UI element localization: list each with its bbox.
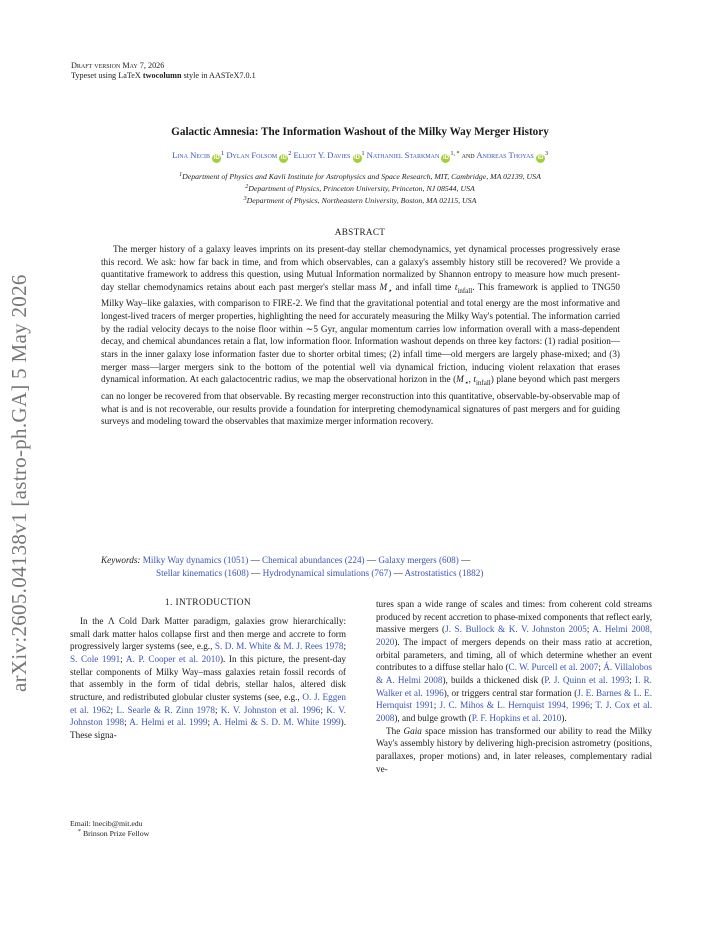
body-text: The <box>386 725 404 736</box>
body-text: tures span a wide range of scales and times: from coherent cold streams produced by recent accretion to phase-mixed components that reflect early, massive mergers ( <box>376 599 652 635</box>
math-symbol: t <box>473 374 476 385</box>
citation-link[interactable]: A. Helmi & S. D. M. White 1999 <box>212 717 341 728</box>
author-starkman[interactable]: Nathaniel Starkman <box>366 150 440 160</box>
citation-link[interactable]: T. J. Cox et al. 2008 <box>376 700 653 723</box>
citation-link[interactable]: P. J. Quinn et al. 1993 <box>544 674 630 685</box>
body-text: ), builds a thickened disk ( <box>442 674 545 685</box>
typeset-latex: LaTeX <box>118 71 141 80</box>
citation-link[interactable]: J. C. Mihos & L. Hernquist 1994, 1996 <box>439 700 590 711</box>
citation-sep: ; <box>586 624 593 635</box>
abstract-body <box>101 243 620 428</box>
citation-link[interactable]: A. Helmi et al. 1999 <box>129 717 208 728</box>
math-sep: , <box>468 374 474 385</box>
citation-link[interactable]: S. Cole 1991 <box>70 653 121 664</box>
math-sub: infall <box>457 286 473 295</box>
body-text: ), or triggers central star formation ( <box>443 687 578 698</box>
citation-sep: ; <box>214 704 221 715</box>
body-text: space mission has transformed our ability to read the Milky Way's assembly history by delivering high-precision astrometry (positions, parallaxes, proper motions) and, in later releases, complementary radial ve- <box>376 725 652 774</box>
math-sub: infall <box>475 379 491 388</box>
author-folsom[interactable]: Dylan Folsom <box>226 150 278 160</box>
affiliation-text: Department of Physics, Princeton University, Princeton, NJ 08544, USA <box>248 184 475 193</box>
math-sub: ⋆ <box>463 378 469 388</box>
math-symbol: M <box>456 374 464 385</box>
affiliation-text: Department of Physics and Kavli Institute for Astrophysics and Space Research, MIT, Cambridge, MA 02139, USA <box>182 172 541 181</box>
citation-sep: ; <box>629 674 636 685</box>
author-sup: 3 <box>544 151 548 157</box>
paragraph <box>376 598 652 725</box>
orcid-icon[interactable]: iD <box>280 155 287 161</box>
citation-sep: ; <box>207 717 213 728</box>
keyword-separator: — <box>248 555 263 565</box>
citation-link[interactable]: A. P. Cooper et al. 2010 <box>125 653 220 664</box>
footnote-fellow <box>78 829 149 838</box>
affiliation-text: Department of Physics, Northeastern University, Boston, MA 02115, USA <box>246 196 477 205</box>
affiliation-sup: 3 <box>243 196 247 202</box>
orcid-icon[interactable]: iD <box>354 155 360 161</box>
typeset-line <box>71 71 256 81</box>
author-list <box>40 150 680 163</box>
abstract-text: The merger history of a galaxy leaves imprints on its present-day stellar chemodynamics, yet dynamical processes progressively erase this record. We ask: how far back in time, and from which observables, can a galaxy's assembly history still be recovered? We provide a quantitative framework to address this question, using Mutual Information normalized by Shannon entropy to measure how much present-day stellar chemodynamics retains about each past merger's stellar mass <box>101 244 620 292</box>
citation-link[interactable]: C. W. Purcell et al. 2007 <box>508 662 599 673</box>
keyword-link[interactable]: Galaxy mergers (608) <box>378 555 459 565</box>
citation-sep: ; <box>320 704 327 715</box>
keyword-link[interactable]: Chemical abundances (224) <box>262 555 365 565</box>
math-m-star <box>456 374 469 388</box>
affiliation-sup: 1 <box>179 172 183 178</box>
body-text: ). These signa- <box>70 717 347 740</box>
intro-left-column <box>70 615 346 742</box>
author-sup: 1, * <box>450 151 460 157</box>
math-m-star <box>379 281 392 295</box>
citation-link[interactable]: K. V. Johnston et al. 1996 <box>220 704 321 715</box>
keyword-separator: — <box>248 567 263 578</box>
citation-link[interactable]: Á. Villalobos & A. Helmi 2008 <box>376 662 652 685</box>
body-text: In the Λ Cold Dark Matter paradigm, galaxies grow hierarchically: small dark matter halos collapse first and then merge and accrete to form progressively larger systems (see, e.g., <box>70 616 346 652</box>
keyword-link[interactable]: Hydrodynamical simulations (767) <box>262 567 392 578</box>
affiliation-2 <box>0 184 720 193</box>
citation-sep: ; <box>598 662 604 673</box>
keyword-separator: — <box>458 555 471 565</box>
citation-sep: ; <box>124 717 130 728</box>
citation-sep: ; <box>433 700 440 711</box>
intro-right-column <box>376 598 652 775</box>
orcid-icon[interactable]: iD <box>213 155 220 161</box>
citation-link[interactable]: A. Helmi 2008, 2020 <box>376 624 652 647</box>
keyword-link[interactable]: Astrostatistics (1882) <box>404 567 484 578</box>
citation-link[interactable]: S. D. M. White & M. J. Rees 1978 <box>214 641 344 652</box>
affiliation-3 <box>0 196 720 205</box>
math-symbol: M <box>379 281 388 292</box>
citation-link[interactable]: K. V. Johnston 1998 <box>70 704 346 728</box>
paper-title: Galactic Amnesia: The Information Washout of the Milky Way Merger History <box>171 126 549 138</box>
citation-sep: ; <box>110 704 117 715</box>
citation-sep: ; <box>120 653 126 664</box>
citation-link[interactable]: I. R. Walker et al. 1996 <box>376 674 652 698</box>
typeset-bold: twocolumn <box>142 71 182 80</box>
author-sup: 1 <box>221 151 225 157</box>
citation-link[interactable]: O. J. Eggen et al. 1962 <box>70 691 346 715</box>
footnote-mark: * <box>78 829 81 835</box>
gaia-italic: Gaia <box>403 725 422 736</box>
citation-link[interactable]: P. F. Hopkins et al. 2010 <box>471 712 562 723</box>
author-connector: and <box>461 150 475 160</box>
author-thoyas[interactable]: Andreas Thoyas <box>476 150 534 160</box>
author-necib[interactable]: Lina Necib <box>172 150 210 160</box>
keywords-label: Keywords: <box>101 555 141 565</box>
author-sup: 1 <box>361 151 365 157</box>
author-davies[interactable]: Elliot Y. Davies <box>293 150 351 160</box>
abstract-text: . This framework is applied to TNG50 Milky Way–like galaxies, with comparison to FIRE-2. We find that the gravitational potential and total energy are the most informative and longest-lived tracers of merger properties, highlighting the need for accurately measuring the Milky Way's potential. The information carried by the radial velocity decays to the noise floor within ∼5 Gyr, angular momentum carries low information overall with a mass-dependent decay, and chemical abundances retain a flat, low information floor. Information washout depends on three key factors: (1) radial position—stars in the inner galaxy lose information faster due to shorter orbital times; (2) infall time—old mergers are largely phase-mixed; and (3) merger mass—larger mergers sink to the bottom of the potential well via dynamical friction, inducing violent relaxation that erases dynamical information. At each galactocentric radius, we map the observational horizon in the ( <box>101 281 620 385</box>
keyword-separator: — <box>391 567 405 578</box>
math-symbol: t <box>454 281 458 292</box>
keywords-block <box>101 554 620 580</box>
draft-version-line: Draft version May 7, 2026 <box>71 61 165 70</box>
body-text: ). The impact of mergers depends on their mass ratio at accretion, orbital parameters, and timing, all of which determine whether an event contributes to a diffuse stellar halo ( <box>376 636 652 673</box>
citation-link[interactable]: J. E. Barnes & L. E. Hernquist 1991 <box>376 687 652 711</box>
keyword-link[interactable]: Milky Way dynamics (1051) <box>142 555 249 565</box>
body-text: ). <box>561 712 567 723</box>
citation-sep: ; <box>589 700 596 711</box>
keyword-separator: — <box>364 555 379 565</box>
body-text: ), and bulge growth ( <box>394 712 472 723</box>
abstract-text: ) plane beyond which past mergers can no longer be recovered from that observable. By recasting merger reconstruction into this quantitative, observable-by-observable map of what is and is not recoverable, our results provide a foundation for interpreting chemodynamical signatures of past mergers and for guiding surveys and modeling toward the observables that maximize merger information recovery. <box>101 374 620 427</box>
citation-sep: ; <box>343 641 346 652</box>
footnote-text: Brinson Prize Fellow <box>82 829 150 838</box>
affiliation-sup: 2 <box>245 184 249 190</box>
paragraph <box>376 725 652 776</box>
citation-link[interactable]: J. S. Bullock & K. V. Johnston 2005 <box>445 624 587 635</box>
typeset-prefix: Typeset using <box>71 71 119 80</box>
body-text: ). In this picture, the present-day stellar components of Milky Way–mass galaxies retain fossil records of that assembly in the form of tidal debris, stellar halos, altered disk structure, and redistributed globular cluster systems (see, e.g., <box>70 653 346 702</box>
orcid-icon[interactable]: iD <box>537 155 544 161</box>
abstract-heading: ABSTRACT <box>334 227 386 237</box>
orcid-icon[interactable]: iD <box>442 155 449 161</box>
abstract-text: and infall time <box>391 281 455 292</box>
typeset-suffix: style in AASTeX7.0.1 <box>181 71 256 80</box>
citation-link[interactable]: L. Searle & R. Zinn 1978 <box>116 704 215 715</box>
affiliation-1 <box>0 172 720 181</box>
arxiv-identifier[interactable]: arXiv:2605.04138v1 [astro-ph.GA] 5 May 2026 <box>7 274 31 692</box>
section-heading-introduction: 1. INTRODUCTION <box>164 598 252 608</box>
author-sup: 2 <box>288 151 292 157</box>
footnote-email: Email: lnecib@mit.edu <box>70 819 143 828</box>
math-sub: ⋆ <box>387 285 392 295</box>
keyword-link[interactable]: Stellar kinematics (1608) <box>156 567 249 578</box>
